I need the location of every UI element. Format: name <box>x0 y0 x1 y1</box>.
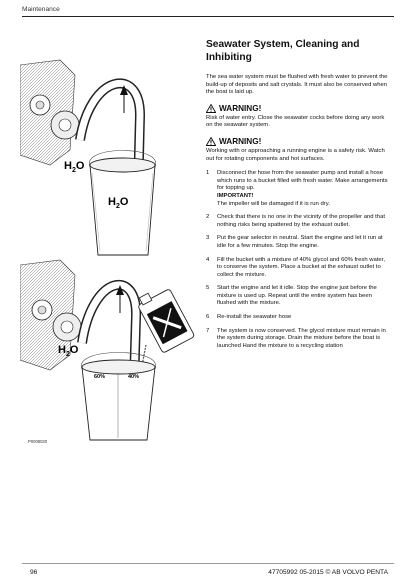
h2o-label-bottom: H <box>58 344 66 356</box>
warning-heading: WARNING! <box>219 103 262 113</box>
main-content <box>206 38 390 356</box>
step-text: Check that there is no one in the vicinity of the propeller and that nothing risks being spattered by the exhaust outlet. <box>217 214 385 228</box>
warning-text: Working with or approaching a running engine is a safety risk. Watch out for rotating components and hot surfaces. <box>206 147 385 162</box>
step-number: 2 <box>206 214 210 221</box>
step-item <box>206 235 390 250</box>
page-number: 96 <box>30 569 38 576</box>
step-item <box>206 170 390 208</box>
step-text: Put the gear selector in neutral. Start the engine and let it run at idle for a few minutes. Stop the engine. <box>217 235 383 249</box>
h2o-label-bucket: H <box>108 196 116 208</box>
step-item <box>206 328 390 351</box>
pct40-label: 40% <box>128 374 140 380</box>
bottom-conserve-illustration <box>20 260 195 440</box>
important-text: The impeller will be damaged if it is run dry. <box>217 200 330 207</box>
step-item <box>206 214 390 229</box>
svg-text:H2O: $H_2O$ <box>64 160 85 174</box>
step-text: Disconnect the hose from the seawater pump and install a hose which runs to a bucket filled with fresh water. Make arrangements for topping up. <box>217 170 388 192</box>
warning-text: Risk of water entry. Close the seawater cocks before doing any work on the seawater system. <box>206 114 385 129</box>
running-header: Maintenance <box>22 6 60 13</box>
step-number: 3 <box>206 235 210 242</box>
step-item <box>206 285 390 308</box>
warning-triangle-icon <box>206 137 216 146</box>
step-number: 6 <box>206 314 210 321</box>
svg-text:H2O: $H_2O$ <box>58 344 79 358</box>
page-title: Seawater System, Cleaning and Inhibiting <box>206 39 360 63</box>
warning-block-2 <box>206 137 390 163</box>
footer-divider <box>22 563 394 564</box>
warning-triangle-icon <box>206 104 216 113</box>
step-text: The system is now conserved. The glycol mixture must remain in the system during storage. Drain the mixture before the boat is launched Hand the mixture to a recycling station <box>217 327 386 349</box>
intro-paragraph: The sea water system must be flushed with fresh water to prevent the build-up of deposits and salt crystals. It must also be conserved when the boat is laid up. <box>206 74 388 96</box>
step-text: Fill the bucket with a mixture of 40% glycol and 60% fresh water, to conserve the system. Place a bucket at the exhaust outlet to collect the mixture. <box>217 256 385 278</box>
top-flush-illustration <box>20 60 156 255</box>
procedure-steps <box>206 170 390 350</box>
step-text: Re-install the seawater hose <box>217 314 292 321</box>
warning-block-1 <box>206 104 390 130</box>
step-item <box>206 314 390 322</box>
document-reference: 47705992 05-2015 © AB VOLVO PENTA <box>268 569 388 576</box>
svg-text:H2O: $H_2O$ <box>108 196 129 210</box>
important-label: IMPORTANT! <box>217 192 254 199</box>
step-number: 4 <box>206 256 210 263</box>
step-number: 1 <box>206 170 210 177</box>
step-number: 7 <box>206 327 210 334</box>
figure-id: P0008030 <box>28 439 48 444</box>
step-item <box>206 257 390 280</box>
h2o-label-hose: H <box>64 160 72 172</box>
step-text: Start the engine and let it idle. Stop the engine just before the mixture is used up. Repeat until the entire system has been flushed with the mixture. <box>217 285 377 307</box>
seawater-flush-illustration <box>20 55 195 455</box>
warning-heading: WARNING! <box>219 136 262 146</box>
header-divider <box>22 16 394 17</box>
pct60-label: 60% <box>94 374 106 380</box>
step-number: 5 <box>206 285 210 292</box>
